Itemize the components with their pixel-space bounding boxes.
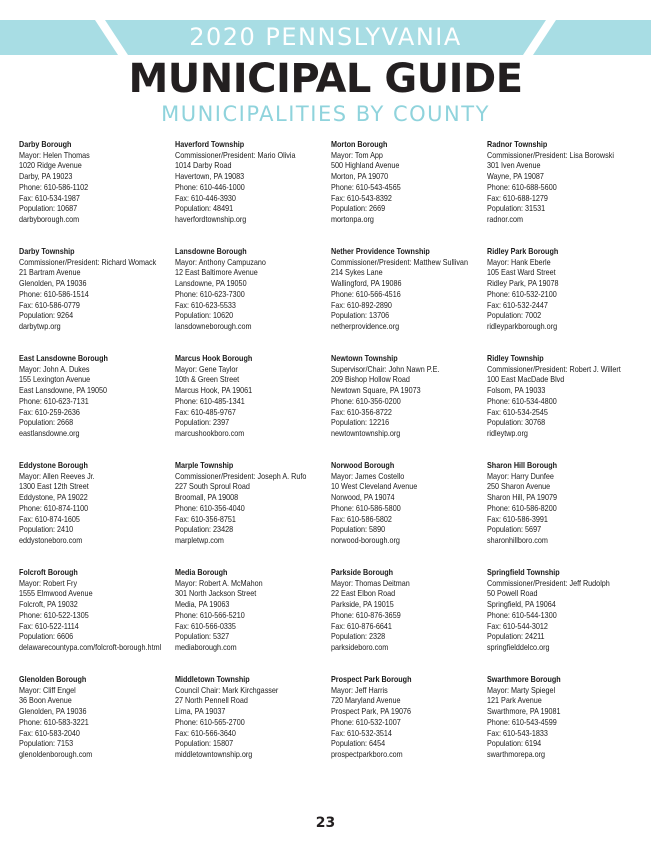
municipality-entry — [19, 675, 156, 782]
municipality-address: 1555 Elmwood Avenue — [19, 589, 93, 599]
municipality-population: Population: 2668 — [19, 418, 74, 428]
municipality-entry — [331, 675, 468, 782]
municipality-entry — [331, 354, 468, 461]
municipality-website[interactable]: springfielddelco.org — [487, 642, 550, 652]
municipality-official: Commissioner/President: Lisa Borowski — [487, 150, 614, 160]
municipality-fax: Fax: 610-485-9767 — [175, 407, 236, 417]
municipality-fax: Fax: 610-356-8751 — [175, 514, 236, 524]
municipality-name: East Lansdowne Borough — [19, 354, 108, 363]
municipality-city: Swarthmore, PA 19081 — [487, 707, 561, 717]
municipality-official: Mayor: John A. Dukes — [19, 364, 90, 374]
municipality-city: East Lansdowne, PA 19050 — [19, 386, 107, 396]
municipality-name: Middletown Township — [175, 675, 250, 684]
municipality-name: Radnor Township — [487, 140, 548, 149]
municipality-phone: Phone: 610-532-2100 — [487, 289, 557, 299]
municipality-name: Prospect Park Borough — [331, 675, 412, 684]
municipality-name: Eddystone Borough — [19, 461, 88, 470]
municipality-official: Commissioner/President: Richard Womack — [19, 257, 157, 267]
municipality-city: Havertown, PA 19083 — [175, 172, 245, 182]
municipality-address: 12 East Baltimore Avenue — [175, 268, 258, 278]
municipality-entry — [175, 568, 312, 675]
municipality-population: Population: 31531 — [487, 204, 546, 214]
municipality-entry — [19, 140, 156, 247]
municipality-phone: Phone: 610-874-1100 — [19, 503, 89, 513]
municipality-fax: Fax: 610-688-1279 — [487, 193, 548, 203]
column-4 — [487, 140, 643, 782]
municipality-address: 720 Maryland Avenue — [331, 696, 401, 706]
municipality-population: Population: 10687 — [19, 204, 78, 214]
municipality-population: Population: 6454 — [331, 739, 386, 749]
municipality-city: Sharon Hill, PA 19079 — [487, 493, 557, 503]
municipality-website[interactable]: marcushookboro.com — [175, 428, 245, 438]
municipality-fax: Fax: 610-586-0779 — [19, 300, 80, 310]
municipality-official: Mayor: Allen Reeves Jr. — [19, 471, 95, 481]
municipality-population: Population: 5697 — [487, 525, 542, 535]
municipality-phone: Phone: 610-356-0200 — [331, 396, 401, 406]
municipality-entry — [487, 247, 624, 354]
municipality-phone: Phone: 610-688-5600 — [487, 182, 557, 192]
municipality-name: Nether Providence Township — [331, 247, 430, 256]
municipality-website[interactable]: newtowntownship.org — [331, 428, 401, 438]
municipality-population: Population: 6606 — [19, 632, 74, 642]
municipality-fax: Fax: 610-446-3930 — [175, 193, 236, 203]
municipality-population: Population: 23428 — [175, 525, 234, 535]
municipality-website[interactable]: eastlansdowne.org — [19, 428, 80, 438]
municipality-phone: Phone: 610-586-1514 — [19, 289, 89, 299]
municipality-population: Population: 12216 — [331, 418, 390, 428]
municipality-name: Parkside Borough — [331, 568, 394, 577]
municipality-website[interactable]: darbyborough.com — [19, 214, 80, 224]
municipality-official: Commissioner/President: Mario Olivia — [175, 150, 296, 160]
municipality-city: Broomall, PA 19008 — [175, 493, 239, 503]
municipality-website[interactable]: ridleyparkborough.org — [487, 321, 558, 331]
municipality-address: 36 Boon Avenue — [19, 696, 72, 706]
municipality-official: Mayor: Cliff Engel — [19, 685, 76, 695]
municipality-fax: Fax: 610-532-2447 — [487, 300, 548, 310]
municipality-city: Wallingford, PA 19086 — [331, 279, 402, 289]
municipality-population: Population: 5327 — [175, 632, 230, 642]
municipality-phone: Phone: 610-532-1007 — [331, 717, 401, 727]
municipality-phone: Phone: 610-522-1305 — [19, 610, 89, 620]
municipality-website[interactable]: eddystoneboro.com — [19, 535, 83, 545]
municipality-address: 10th & Green Street — [175, 375, 240, 385]
municipality-city: Media, PA 19063 — [175, 600, 230, 610]
municipality-population: Population: 9264 — [19, 311, 74, 321]
municipality-fax: Fax: 610-522-1114 — [19, 621, 79, 631]
municipality-grid — [19, 140, 644, 782]
municipality-website[interactable]: sharonhillboro.com — [487, 535, 548, 545]
municipality-phone: Phone: 610-544-1300 — [487, 610, 557, 620]
municipality-name: Marcus Hook Borough — [175, 354, 253, 363]
municipality-city: Newtown Square, PA 19073 — [331, 386, 421, 396]
municipality-fax: Fax: 610-874-1605 — [19, 514, 80, 524]
municipality-name: Ridley Park Borough — [487, 247, 559, 256]
municipality-city: Ridley Park, PA 19078 — [487, 279, 559, 289]
municipality-city: Springfield, PA 19064 — [487, 600, 556, 610]
municipality-address: 250 Sharon Avenue — [487, 482, 551, 492]
municipality-phone: Phone: 610-543-4565 — [331, 182, 401, 192]
column-2 — [175, 140, 331, 782]
municipality-phone: Phone: 610-586-5800 — [331, 503, 401, 513]
municipality-city: Lima, PA 19037 — [175, 707, 226, 717]
municipality-address: 121 Park Avenue — [487, 696, 542, 706]
page-number: 23 — [315, 815, 336, 831]
municipality-website[interactable]: glenoldenborough.com — [19, 749, 93, 759]
municipality-fax: Fax: 610-543-8392 — [331, 193, 392, 203]
municipality-population: Population: 7153 — [19, 739, 74, 749]
municipality-name: Norwood Borough — [331, 461, 395, 470]
municipality-address: 227 South Sproul Road — [175, 482, 250, 492]
municipality-website[interactable]: ridleytwp.org — [487, 428, 528, 438]
municipality-phone: Phone: 610-566-5210 — [175, 610, 245, 620]
municipality-population: Population: 2410 — [19, 525, 74, 535]
municipality-population: Population: 7002 — [487, 311, 542, 321]
municipality-name: Haverford Township — [175, 140, 245, 149]
municipality-entry — [175, 140, 312, 247]
municipality-phone: Phone: 610-534-4800 — [487, 396, 557, 406]
municipality-address: 1020 Ridge Avenue — [19, 161, 82, 171]
municipality-address: 500 Highland Avenue — [331, 161, 400, 171]
municipality-fax: Fax: 610-876-6641 — [331, 621, 392, 631]
municipality-fax: Fax: 610-356-8722 — [331, 407, 392, 417]
municipality-population: Population: 24211 — [487, 632, 545, 642]
municipality-official: Mayor: Thomas Deitman — [331, 578, 410, 588]
municipality-entry — [175, 461, 312, 568]
municipality-fax: Fax: 610-586-3991 — [487, 514, 548, 524]
municipality-population: Population: 5890 — [331, 525, 386, 535]
municipality-phone: Phone: 610-485-1341 — [175, 396, 245, 406]
municipality-website[interactable]: marpletwp.com — [175, 535, 224, 545]
municipality-entry — [19, 568, 162, 675]
municipality-name: Media Borough — [175, 568, 228, 577]
municipality-phone: Phone: 610-566-4516 — [331, 289, 401, 299]
municipality-address: 10 West Cleveland Avenue — [331, 482, 418, 492]
municipality-official: Mayor: Harry Dunfee — [487, 471, 554, 481]
municipality-phone: Phone: 610-876-3659 — [331, 610, 401, 620]
municipality-population: Population: 2328 — [331, 632, 386, 642]
municipality-fax: Fax: 610-586-5802 — [331, 514, 392, 524]
municipality-official: Commissioner/President: Jeff Rudolph — [487, 578, 610, 588]
municipality-city: Glenolden, PA 19036 — [19, 279, 87, 289]
municipality-entry — [487, 675, 624, 782]
municipality-phone: Phone: 610-565-2700 — [175, 717, 245, 727]
municipality-city: Morton, PA 19070 — [331, 172, 389, 182]
municipality-name: Darby Township — [19, 247, 75, 256]
municipality-website[interactable]: netherprovidence.org — [331, 321, 400, 331]
municipality-address: 1300 East 12th Street — [19, 482, 89, 492]
municipality-city: Folcroft, PA 19032 — [19, 600, 78, 610]
municipality-population: Population: 30768 — [487, 418, 546, 428]
municipality-entry — [331, 568, 468, 675]
municipality-website[interactable]: mediaborough.com — [175, 642, 237, 652]
municipality-population: Population: 2669 — [331, 204, 386, 214]
municipality-entry — [175, 247, 312, 354]
municipality-entry — [487, 568, 624, 675]
municipality-entry — [331, 461, 468, 568]
municipality-official: Commissioner/President: Matthew Sullivan — [331, 257, 468, 267]
municipality-phone: Phone: 610-623-7131 — [19, 396, 89, 406]
municipality-fax: Fax: 610-566-0335 — [175, 621, 236, 631]
municipality-phone: Phone: 610-586-1102 — [19, 182, 89, 192]
municipality-name: Darby Borough — [19, 140, 72, 149]
municipality-population: Population: 10620 — [175, 311, 234, 321]
municipality-phone: Phone: 610-586-8200 — [487, 503, 557, 513]
municipality-name: Lansdowne Borough — [175, 247, 247, 256]
municipality-official: Mayor: Robert Fry — [19, 578, 78, 588]
municipality-population: Population: 6194 — [487, 739, 542, 749]
municipality-fax: Fax: 610-892-2890 — [331, 300, 392, 310]
municipality-phone: Phone: 610-356-4040 — [175, 503, 245, 513]
municipality-entry — [331, 247, 468, 354]
municipality-name: Morton Borough — [331, 140, 388, 149]
municipality-official: Supervisor/Chair: John Nawn P.E. — [331, 364, 440, 374]
municipality-fax: Fax: 610-532-3514 — [331, 728, 392, 738]
page-subtitle: MUNICIPALITIES BY COUNTY — [161, 102, 490, 126]
municipality-website[interactable]: delawarecountypa.com/folcroft-borough.html — [19, 642, 162, 652]
municipality-official: Mayor: Robert A. McMahon — [175, 578, 263, 588]
municipality-address: 301 North Jackson Street — [175, 589, 257, 599]
municipality-address: 214 Sykes Lane — [331, 268, 383, 278]
municipality-entry — [487, 354, 624, 461]
municipality-website[interactable]: middletowntownship.org — [175, 749, 253, 759]
municipality-city: Lansdowne, PA 19050 — [175, 279, 247, 289]
municipality-phone: Phone: 610-583-3221 — [19, 717, 89, 727]
municipality-website[interactable]: radnor.com — [487, 214, 524, 224]
municipality-address: 27 North Pennell Road — [175, 696, 248, 706]
municipality-phone: Phone: 610-543-4599 — [487, 717, 557, 727]
municipality-city: Glenolden, PA 19036 — [19, 707, 87, 717]
municipality-city: Prospect Park, PA 19076 — [331, 707, 411, 717]
municipality-official: Mayor: Marty Spiegel — [487, 685, 556, 695]
municipality-name: Sharon Hill Borough — [487, 461, 558, 470]
municipality-population: Population: 2397 — [175, 418, 230, 428]
municipality-address: 105 East Ward Street — [487, 268, 556, 278]
municipality-city: Norwood, PA 19074 — [331, 493, 395, 503]
municipality-address: 100 East MacDade Blvd — [487, 375, 565, 385]
municipality-fax: Fax: 610-543-1833 — [487, 728, 548, 738]
municipality-address: 155 Lexington Avenue — [19, 375, 91, 385]
municipality-address: 22 East Elbon Road — [331, 589, 396, 599]
municipality-official: Mayor: Helen Thomas — [19, 150, 90, 160]
municipality-official: Commissioner/President: Joseph A. Rufo — [175, 471, 307, 481]
municipality-phone: Phone: 610-446-1000 — [175, 182, 245, 192]
municipality-city: Wayne, PA 19087 — [487, 172, 544, 182]
municipality-address: 21 Bartram Avenue — [19, 268, 81, 278]
municipality-fax: Fax: 610-623-5533 — [175, 300, 236, 310]
municipality-entry — [487, 461, 624, 568]
municipality-fax: Fax: 610-583-2040 — [19, 728, 80, 738]
municipality-fax: Fax: 610-544-3012 — [487, 621, 548, 631]
municipality-entry — [19, 354, 156, 461]
municipality-fax: Fax: 610-259-2636 — [19, 407, 80, 417]
municipality-population: Population: 48491 — [175, 204, 234, 214]
municipality-fax: Fax: 610-534-1987 — [19, 193, 80, 203]
municipality-address: 209 Bishop Hollow Road — [331, 375, 410, 385]
municipality-website[interactable]: haverfordtownship.org — [175, 214, 247, 224]
municipality-official: Mayor: James Costello — [331, 471, 405, 481]
page-title: MUNICIPAL GUIDE — [128, 56, 523, 102]
municipality-website[interactable]: darbytwp.org — [19, 321, 61, 331]
municipality-address: 50 Powell Road — [487, 589, 538, 599]
municipality-website[interactable]: swarthmorepa.org — [487, 749, 546, 759]
header-banner — [0, 20, 651, 55]
municipality-population: Population: 15807 — [175, 739, 234, 749]
municipality-official: Mayor: Gene Taylor — [175, 364, 238, 374]
municipality-website[interactable]: norwood-borough.org — [331, 535, 400, 545]
municipality-name: Folcroft Borough — [19, 568, 78, 577]
municipality-name: Marple Township — [175, 461, 234, 470]
column-1 — [19, 140, 175, 782]
municipality-official: Mayor: Jeff Harris — [331, 685, 388, 695]
municipality-name: Glenolden Borough — [19, 675, 87, 684]
municipality-official: Commissioner/President: Robert J. Willert — [487, 364, 621, 374]
municipality-name: Springfield Township — [487, 568, 560, 577]
municipality-name: Ridley Township — [487, 354, 544, 363]
municipality-city: Marcus Hook, PA 19061 — [175, 386, 253, 396]
municipality-website[interactable]: parksideboro.com — [331, 642, 389, 652]
municipality-website[interactable]: lansdowneborough.com — [175, 321, 252, 331]
banner-title: 2020 PENNSLYVANIA — [189, 23, 462, 51]
municipality-city: Folsom, PA 19033 — [487, 386, 546, 396]
municipality-entry — [19, 247, 156, 354]
municipality-entry — [487, 140, 624, 247]
municipality-city: Darby, PA 19023 — [19, 172, 73, 182]
municipality-official: Council Chair: Mark Kirchgasser — [175, 685, 279, 695]
municipality-entry — [19, 461, 156, 568]
municipality-entry — [175, 675, 312, 782]
municipality-fax: Fax: 610-566-3640 — [175, 728, 236, 738]
municipality-website[interactable]: prospectparkboro.com — [331, 749, 403, 759]
municipality-city: Parkside, PA 19015 — [331, 600, 394, 610]
municipality-official: Mayor: Anthony Campuzano — [175, 257, 266, 267]
municipality-address: 301 Iven Avenue — [487, 161, 541, 171]
municipality-city: Eddystone, PA 19022 — [19, 493, 88, 503]
municipality-official: Mayor: Tom App — [331, 150, 383, 160]
column-3 — [331, 140, 487, 782]
municipality-official: Mayor: Hank Eberle — [487, 257, 551, 267]
municipality-name: Newtown Township — [331, 354, 398, 363]
municipality-population: Population: 13706 — [331, 311, 390, 321]
municipality-fax: Fax: 610-534-2545 — [487, 407, 548, 417]
municipality-entry — [331, 140, 468, 247]
municipality-entry — [175, 354, 312, 461]
municipality-address: 1014 Darby Road — [175, 161, 232, 171]
municipality-phone: Phone: 610-623-7300 — [175, 289, 245, 299]
municipality-name: Swarthmore Borough — [487, 675, 561, 684]
municipality-website[interactable]: mortonpa.org — [331, 214, 374, 224]
